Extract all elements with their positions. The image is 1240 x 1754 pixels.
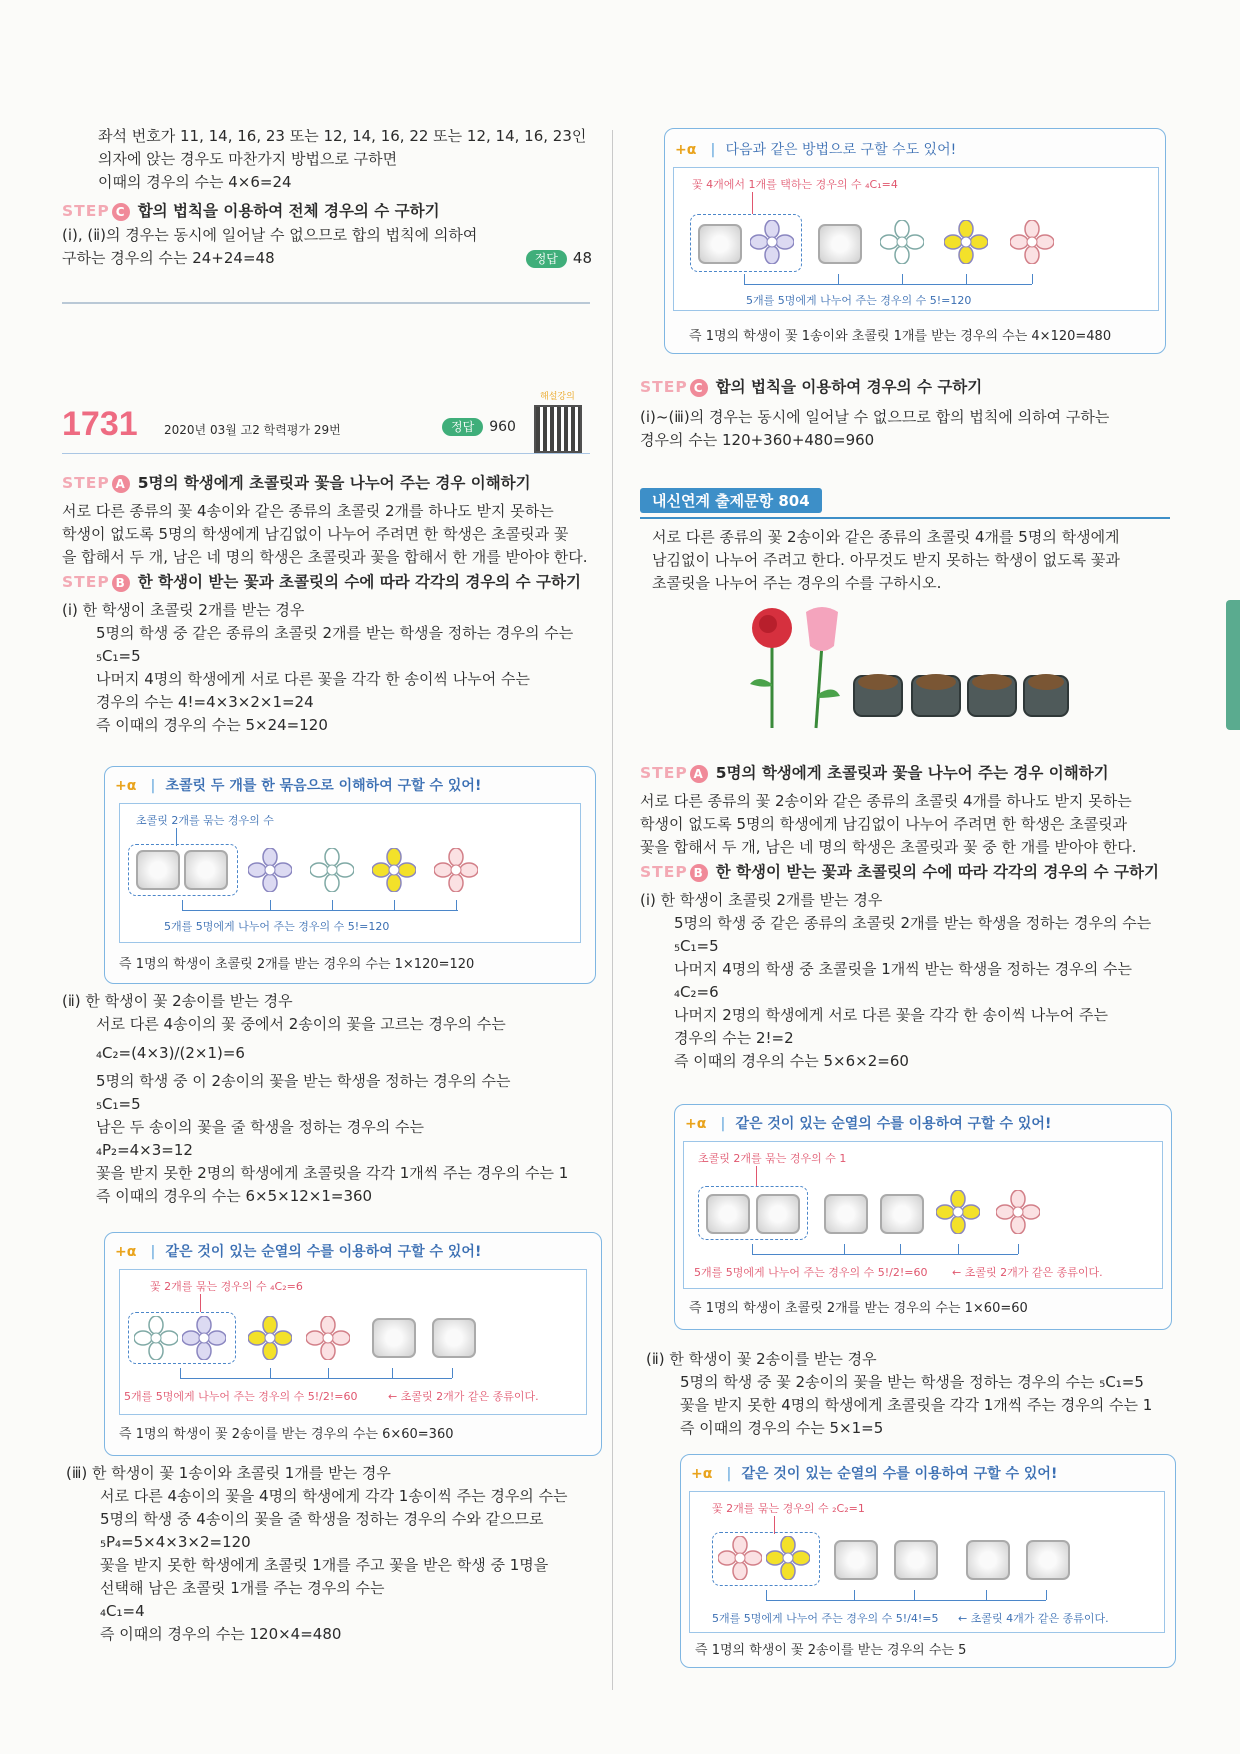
flower-white-icon [134, 1316, 178, 1360]
diagram [683, 1141, 1163, 1289]
tip-result: 즉 1명의 학생이 초콜릿 2개를 받는 경우의 수는 1×60=60 [689, 1301, 1028, 1316]
chocolate-icon [1026, 1540, 1070, 1580]
text-line: 5명의 학생 중 같은 종류의 초콜릿 2개를 받는 학생을 정하는 경우의 수는 [674, 914, 1152, 932]
chocolate-icon [894, 1540, 938, 1580]
case-heading: (ⅰ) 한 학생이 초콜릿 2개를 받는 경우 [640, 891, 883, 909]
step-c-heading: STEP C 합의 법칙을 이용하여 경우의 수 구하기 [640, 378, 983, 396]
related-question [652, 526, 1182, 595]
text-line: 꽃을 받지 못한 4명의 학생에게 초콜릿을 각각 1개씩 주는 경우의 수는 1 [680, 1396, 1153, 1414]
text-line: 경우의 수는 120+360+480=960 [640, 431, 875, 449]
flowers-and-chocolates-illustration [740, 604, 1070, 734]
step-a-heading: STEP A 5명의 학생에게 초콜릿과 꽃을 나누어 주는 경우 이해하기 [640, 764, 1109, 782]
chocolate-icon [834, 1540, 878, 1580]
problem-source: 2020년 03월 고2 학력평가 29번 [164, 423, 341, 437]
side-tab [1226, 600, 1240, 730]
chocolate-icon [818, 224, 862, 264]
formula: ₄C₂=(4×3)/(2×1)=6 [96, 1044, 245, 1062]
flower-purple-icon [182, 1316, 226, 1360]
tip-box [104, 766, 596, 984]
diagram-note: ← 초콜릿 2개가 같은 종류이다. [388, 1390, 539, 1403]
flower-white-icon [310, 848, 354, 892]
formula: ₄C₂=6 [674, 983, 719, 1001]
flower-yellow-icon [372, 848, 416, 892]
chocolate-icon [824, 1194, 868, 1234]
problem-header [62, 392, 590, 455]
text-line: 서로 다른 종류의 꽃 2송이와 같은 종류의 초콜릿 4개를 하나도 받지 못하는 [640, 792, 1132, 810]
left-column [62, 125, 592, 270]
diagram-caption: 5개를 5명에게 나누어 주는 경우의 수 5!/4!=5 [712, 1612, 939, 1625]
flower-yellow-icon [766, 1536, 810, 1580]
text-line: 선택해 남은 초콜릿 1개를 주는 경우의 수는 [100, 1579, 385, 1597]
text-line: 초콜릿을 나누어 주는 경우의 수를 구하시오. [652, 574, 942, 592]
qr-label: 해설강의 [540, 392, 575, 402]
text-line: (ⅰ)~(ⅲ)의 경우는 동시에 일어날 수 없으므로 합의 법칙에 의하여 구하는 [640, 408, 1110, 426]
flower-pink-icon [434, 848, 478, 892]
chocolate-icon [880, 1194, 924, 1234]
diagram-caption: 꽃 2개를 묶는 경우의 수 ₄C₂=6 [150, 1280, 303, 1293]
text-line: 5명의 학생 중 꽃 2송이의 꽃을 받는 학생을 정하는 경우의 수는 ₅C₁=5 [680, 1373, 1144, 1391]
diagram [689, 1491, 1165, 1633]
text-line: 서로 다른 종류의 꽃 2송이와 같은 종류의 초콜릿 4개를 5명의 학생에게 [652, 528, 1120, 546]
text-line: 서로 다른 4송이의 꽃 중에서 2송이의 꽃을 고르는 경우의 수는 [96, 1015, 506, 1033]
case-heading: (ⅲ) 한 학생이 꽃 1송이와 초콜릿 1개를 받는 경우 [66, 1464, 391, 1482]
text-line: 5명의 학생 중 4송이의 꽃을 줄 학생을 정하는 경우의 수와 같으므로 [100, 1510, 544, 1528]
left-body-2 [62, 990, 602, 1208]
diagram-caption: 5개를 5명에게 나누어 주는 경우의 수 5!/2!=60 [694, 1266, 928, 1279]
problem-number: 1731 [62, 405, 138, 443]
formula: ₅P₄=5×4×3×2=120 [100, 1533, 251, 1551]
text-line: 즉 이때의 경우의 수는 5×1=5 [680, 1419, 884, 1437]
text-line: 을 합해서 두 개, 남은 네 명의 학생은 초콜릿과 꽃을 합해서 한 개를 받아야 한다. [62, 548, 588, 566]
related-problem-badge: 내신연계 출제문항 804 [640, 488, 1170, 518]
diagram-caption: 초콜릿 2개를 묶는 경우의 수 1 [698, 1152, 847, 1165]
flower-pink-icon [996, 1190, 1040, 1234]
text-line: 남김없이 나누어 주려고 한다. 아무것도 받지 못하는 학생이 없도록 꽃과 [652, 551, 1120, 569]
text-line: 의자에 앉는 경우도 마찬가지 방법으로 구하면 [98, 150, 398, 168]
text-line: 경우의 수는 4!=4×3×2×1=24 [96, 693, 314, 711]
text-line: 경우의 수는 2!=2 [674, 1029, 794, 1047]
divider [62, 302, 590, 304]
diagram-caption: 5개를 5명에게 나누어 주는 경우의 수 5!=120 [164, 920, 390, 933]
text-line: 나머지 2명의 학생에게 서로 다른 꽃을 각각 한 송이씩 나누어 주는 [674, 1006, 1108, 1024]
flower-yellow-icon [944, 220, 988, 264]
case-heading: (ⅱ) 한 학생이 꽃 2송이를 받는 경우 [646, 1350, 877, 1368]
tip-result: 즉 1명의 학생이 꽃 2송이를 받는 경우의 수는 6×60=360 [119, 1427, 454, 1442]
text-line: 남은 두 송이의 꽃을 줄 학생을 정하는 경우의 수는 [96, 1118, 424, 1136]
text-line: 즉 이때의 경우의 수는 5×6×2=60 [674, 1052, 909, 1070]
diagram-note: ← 초콜릿 2개가 같은 종류이다. [952, 1266, 1103, 1279]
step-c-heading: STEP C 합의 법칙을 이용하여 전체 경우의 수 구하기 [62, 202, 440, 220]
diagram [119, 1269, 587, 1415]
text-line: (ⅰ), (ⅱ)의 경우는 동시에 일어날 수 없으므로 합의 법칙에 의하여 [62, 226, 478, 244]
diagram-caption: 5개를 5명에게 나누어 주는 경우의 수 5!/2!=60 [124, 1390, 358, 1403]
flower-pink-icon [306, 1316, 350, 1360]
left-body [62, 470, 602, 737]
tip-result: 즉 1명의 학생이 초콜릿 2개를 받는 경우의 수는 1×120=120 [119, 957, 475, 972]
text-line: 서로 다른 종류의 꽃 4송이와 같은 종류의 초콜릿 2개를 하나도 받지 못하는 [62, 502, 554, 520]
text-line: 꽃을 받지 못한 학생에게 초콜릿 1개를 주고 꽃을 받은 학생 중 1명을 [100, 1556, 549, 1574]
case-heading: (ⅰ) 한 학생이 초콜릿 2개를 받는 경우 [62, 601, 305, 619]
text-line: 5명의 학생 중 이 2송이의 꽃을 받는 학생을 정하는 경우의 수는 [96, 1072, 511, 1090]
diagram [673, 167, 1159, 311]
diagram [119, 803, 581, 943]
formula: ₅C₁=5 [96, 1095, 141, 1113]
text-line: 즉 이때의 경우의 수는 6×5×12×1=360 [96, 1187, 373, 1205]
text-line: 꽃을 받지 못한 2명의 학생에게 초콜릿을 각각 1개씩 주는 경우의 수는 1 [96, 1164, 569, 1182]
related-solution [640, 760, 1200, 1073]
step-a-heading: STEP A 5명의 학생에게 초콜릿과 꽃을 나누어 주는 경우 이해하기 [62, 474, 531, 492]
diagram-caption: 5개를 5명에게 나누어 주는 경우의 수 5!=120 [746, 294, 972, 307]
chocolate-icon [698, 224, 742, 264]
tip-header: +α | 같은 것이 있는 순열의 수를 이용하여 구할 수 있어! [115, 1244, 482, 1260]
answer-box: 정답 960 [442, 418, 516, 436]
flower-purple-icon [750, 220, 794, 264]
column-divider [612, 130, 613, 1690]
flower-purple-icon [248, 848, 292, 892]
text-line: 좌석 번호가 11, 14, 16, 23 또는 12, 14, 16, 22 또는 12, 14, 16, 23인 [98, 127, 587, 145]
formula: ₄C₁=4 [100, 1602, 145, 1620]
text-line: 즉 이때의 경우의 수는 120×4=480 [100, 1625, 342, 1643]
left-body-3 [66, 1462, 606, 1646]
chocolate-icon [372, 1318, 416, 1358]
answer-box: 정답 48 [526, 247, 592, 270]
tip-box [674, 1104, 1172, 1330]
step-b-heading: STEP B 한 학생이 받는 꽃과 초콜릿의 수에 따라 각각의 경우의 수 구하기 [62, 573, 581, 591]
diagram-caption: 초콜릿 2개를 묶는 경우의 수 [136, 814, 274, 827]
case-heading: (ⅱ) 한 학생이 꽃 2송이를 받는 경우 [62, 992, 293, 1010]
chocolate-icon [432, 1318, 476, 1358]
text-line: 이때의 경우의 수는 4×6=24 [98, 173, 292, 191]
tip-header: +α | 다음과 같은 방법으로 구할 수도 있어! [675, 142, 957, 158]
formula: ₄P₂=4×3=12 [96, 1141, 193, 1159]
chocolate-icon [184, 850, 228, 890]
text-line: 꽃을 합해서 두 개, 남은 네 명의 학생은 초콜릿과 꽃 중 한 개를 받아야 한다. [640, 838, 1137, 856]
text-line: 학생이 없도록 5명의 학생에게 남김없이 나누어 주려면 한 학생은 초콜릿과 [640, 815, 1128, 833]
flower-pink-icon [718, 1536, 762, 1580]
related-solution-2 [646, 1348, 1186, 1440]
formula: ₅C₁=5 [674, 937, 719, 955]
chocolate-icon [706, 1194, 750, 1234]
text-line: 서로 다른 4송이의 꽃을 4명의 학생에게 각각 1송이씩 주는 경우의 수는 [100, 1487, 568, 1505]
flower-yellow-icon [936, 1190, 980, 1234]
diagram-caption: 꽃 2개를 묶는 경우의 수 ₂C₂=1 [712, 1502, 865, 1515]
qr-code-icon[interactable] [534, 405, 582, 453]
diagram-note: ← 초콜릿 4개가 같은 종류이다. [958, 1612, 1109, 1625]
flower-white-icon [880, 220, 924, 264]
text-line: 나머지 4명의 학생에게 서로 다른 꽃을 각각 한 송이씩 나누어 수는 [96, 670, 530, 688]
tip-header: +α | 같은 것이 있는 순열의 수를 이용하여 구할 수 있어! [685, 1116, 1052, 1132]
tip-box [664, 128, 1166, 354]
text-line: 학생이 없도록 5명의 학생에게 남김없이 나누어 주려면 한 학생은 초콜릿과 꽃 [62, 525, 569, 543]
chocolate-icon [756, 1194, 800, 1234]
right-body [640, 374, 1180, 452]
flower-yellow-icon [248, 1316, 292, 1360]
step-b-heading: STEP B 한 학생이 받는 꽃과 초콜릿의 수에 따라 각각의 경우의 수 구하기 [640, 863, 1159, 881]
tip-header: +α | 같은 것이 있는 순열의 수를 이용하여 구할 수 있어! [691, 1466, 1058, 1482]
tip-box [104, 1232, 602, 1456]
flower-pink-icon [1010, 220, 1054, 264]
text-line: 즉 이때의 경우의 수는 5×24=120 [96, 716, 328, 734]
text-line: 나머지 4명의 학생 중 초콜릿을 1개씩 받는 학생을 정하는 경우의 수는 [674, 960, 1133, 978]
formula: ₅C₁=5 [96, 647, 141, 665]
text-line: 5명의 학생 중 같은 종류의 초콜릿 2개를 받는 학생을 정하는 경우의 수는 [96, 624, 574, 642]
diagram-caption: 꽃 4개에서 1개를 택하는 경우의 수 ₄C₁=4 [692, 178, 898, 191]
tip-box [680, 1454, 1176, 1668]
text-line: 구하는 경우의 수는 24+24=48 정답 48 [62, 247, 592, 270]
tip-result: 즉 1명의 학생이 꽃 2송이를 받는 경우의 수는 5 [695, 1643, 967, 1658]
chocolate-icon [136, 850, 180, 890]
tip-result: 즉 1명의 학생이 꽃 1송이와 초콜릿 1개를 받는 경우의 수는 4×120=480 [689, 329, 1112, 344]
tip-header: +α | 초콜릿 두 개를 한 묶음으로 이해하여 구할 수 있어! [115, 778, 482, 794]
chocolate-icon [966, 1540, 1010, 1580]
